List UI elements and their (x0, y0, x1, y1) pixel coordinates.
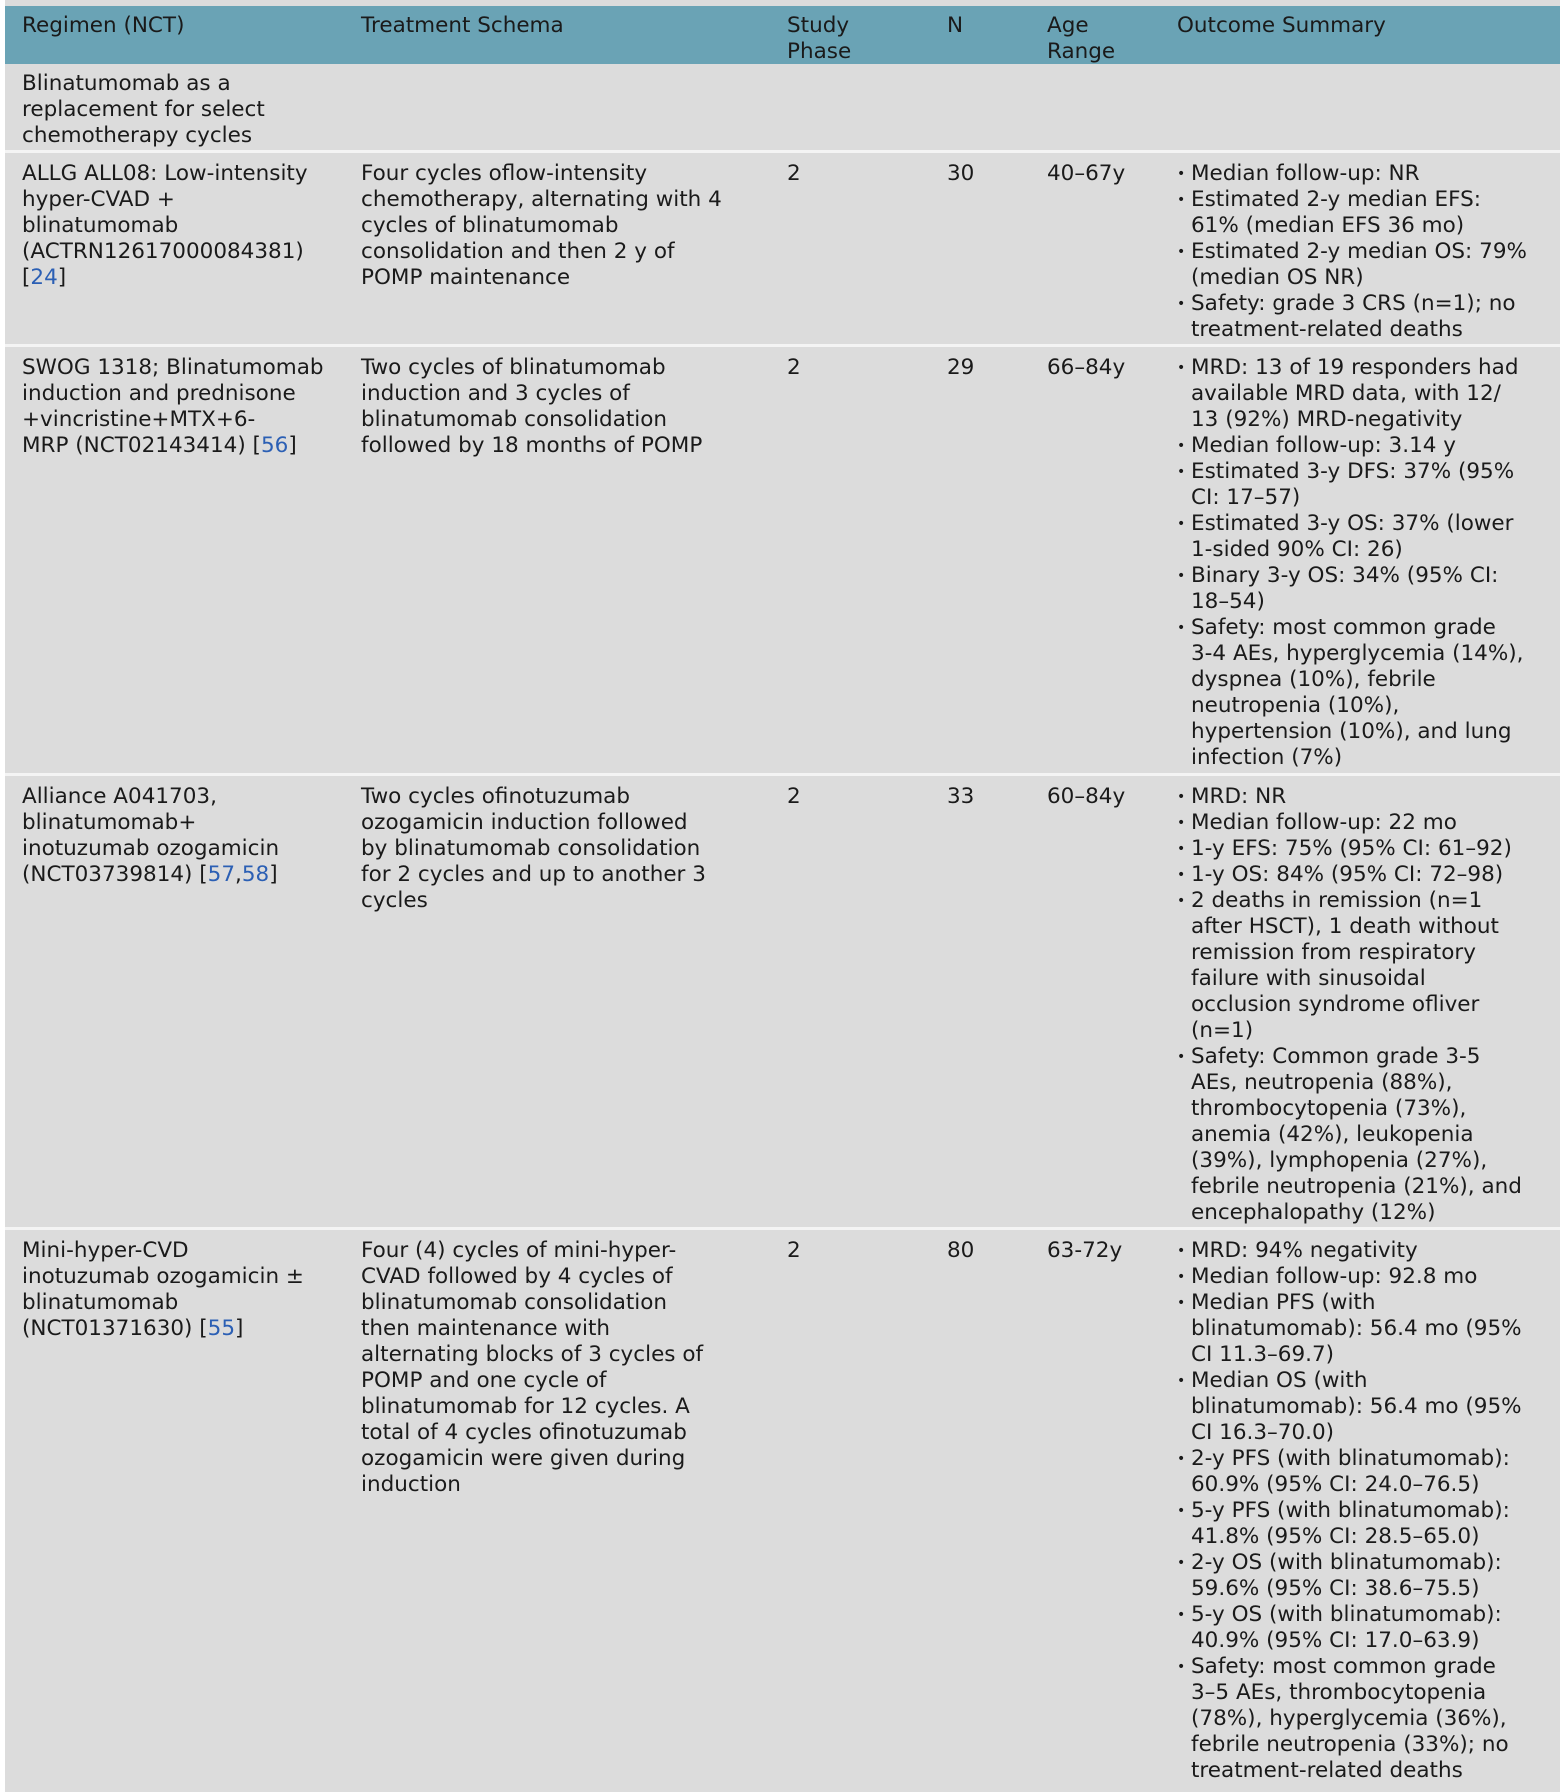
study-phase-cell: 2 (787, 355, 801, 380)
header-regimen: Regimen (NCT) (22, 13, 185, 38)
regimen-table (5, 0, 1560, 1792)
table-row (5, 154, 1560, 347)
study-phase-cell: 2 (787, 784, 801, 809)
table-header-row (5, 6, 1560, 64)
outcome-item: • Binary 3-y OS: 34% (95% CI: 18–54) (1177, 563, 1547, 615)
section-row (5, 66, 1560, 153)
outcome-item: • 5-y PFS (with blinatumomab): 41.8% (95% CI: 28.5–65.0) (1177, 1498, 1547, 1550)
regimen-text-tail: ] (288, 433, 297, 458)
outcome-item: • Median follow-up: NR (1177, 161, 1547, 187)
age-range-cell: 60–84y (1047, 784, 1126, 809)
regimen-cell (22, 355, 342, 459)
regimen-cell: Alliance A041703, blinatumomab+ inotuzumab ozogamicin (NCT03739814) [57,58] (22, 784, 280, 887)
outcome-item: • 2-y OS (with blinatumomab): 59.6% (95% CI: 38.6–75.5) (1177, 1550, 1547, 1602)
outcome-item: • Median PFS (with blinatumomab): 56.4 mo (95% CI 11.3–69.7) (1177, 1290, 1547, 1368)
regimen-text: SWOG 1318; Blinatumomab induction and prednisone +vincristine+MTX+6- MRP (NCT02143414) [ (22, 355, 324, 458)
regimen-text: ALLG ALL08: Low-intensity hyper-CVAD + blinatumomab (ACTRN12617000084381) [ (22, 161, 308, 290)
outcome-item: • 5-y OS (with blinatumomab): 40.9% (95% CI: 17.0–63.9) (1177, 1602, 1547, 1654)
age-range-cell: 40–67y (1047, 161, 1126, 186)
outcome-item: • Estimated 2-y median OS: 79% (median OS NR) (1177, 239, 1547, 291)
treatment-schema-cell: Two cycles ofinotuzumab ozogamicin induction followed by blinatumomab consolidation for 2 cycles and up to another 3 cycles (361, 784, 706, 913)
reference-link[interactable]: 24 (30, 265, 58, 290)
regimen-text-tail: ] (269, 862, 278, 887)
outcome-item: • Estimated 2-y median EFS: 61% (median EFS 36 mo) (1177, 187, 1547, 239)
table-row (5, 777, 1560, 1230)
outcome-item: • 1-y OS: 84% (95% CI: 72–98) (1177, 862, 1547, 888)
outcome-item: • MRD: 94% negativity (1177, 1238, 1547, 1264)
age-range-cell: 63-72y (1047, 1238, 1123, 1263)
outcome-item: • Median follow-up: 3.14 y (1177, 433, 1547, 459)
study-phase-cell: 2 (787, 161, 801, 186)
n-cell: 33 (947, 784, 975, 809)
outcome-item: • 1-y EFS: 75% (95% CI: 61–92) (1177, 836, 1547, 862)
outcome-item: • 2-y PFS (with blinatumomab): 60.9% (95% CI: 24.0–76.5) (1177, 1446, 1547, 1498)
regimen-text: Alliance A041703, blinatumomab+ inotuzumab ozogamicin (NCT03739814) [ (22, 784, 280, 887)
outcome-item: • Safety: Common grade 3-5 AEs, neutropenia (88%), thrombocytopenia (73%), anemia (42%), leukopenia (39%), lymphopenia (27%), febrile neutropenia (21%), and encephalopathy (12%) (1177, 1044, 1547, 1226)
treatment-schema-cell: Four (4) cycles of mini-hyper- CVAD followed by 4 cycles of blinatumomab consolidation then maintenance with alternating blocks of 3 cycles of POMP and one cycle of blinatumomab for 12 cycles. A total of 4 cycles ofinotuzumab ozogamicin were given during induction (361, 1238, 704, 1497)
outcome-summary-cell (1177, 161, 1547, 343)
treatment-schema-cell: Four cycles oflow-intensity chemotherapy, alternating with 4 cycles of blinatumomab consolidation and then 2 y of POMP maintenance (361, 161, 722, 290)
outcome-list (1177, 355, 1547, 771)
treatment-schema-cell: Two cycles of blinatumomab induction and 3 cycles of blinatumomab consolidation followed by 18 months of POMP (361, 355, 703, 458)
table-row (5, 1231, 1560, 1792)
header-age-range: Age Range (1047, 13, 1116, 64)
regimen-cell (22, 161, 342, 291)
outcome-item: • Safety: most common grade 3-4 AEs, hyperglycemia (14%), dyspnea (10%), febrile neutropenia (10%), hypertension (10%), and lung infection (7%) (1177, 615, 1547, 771)
outcome-item: • Median follow-up: 92.8 mo (1177, 1264, 1547, 1290)
regimen-text-tail: ] (57, 265, 67, 290)
outcome-item: • Safety: most common grade 3–5 AEs, thrombocytopenia (78%), hyperglycemia (36%), febrile neutropenia (33%); no treatment-related deaths (1177, 1654, 1547, 1784)
header-n: N (947, 13, 964, 38)
table-row (5, 348, 1560, 776)
outcome-summary-cell (1177, 784, 1547, 1226)
n-cell: 80 (947, 1238, 975, 1263)
section-title: Blinatumomab as a replacement for select chemotherapy cycles (22, 71, 265, 148)
outcome-summary-cell (1177, 355, 1547, 771)
n-cell: 29 (947, 355, 975, 380)
header-outcome-summary: Outcome Summary (1177, 13, 1386, 38)
outcome-item: • MRD: NR (1177, 784, 1547, 810)
n-cell: 30 (947, 161, 975, 186)
outcome-list (1177, 784, 1547, 1226)
outcome-summary-cell (1177, 1238, 1547, 1784)
outcome-list (1177, 161, 1547, 343)
outcome-list (1177, 1238, 1547, 1784)
outcome-item: • 2 deaths in remission (n=1 after HSCT), 1 death without remission from respiratory failure with sinusoidal occlusion syndrome ofliver (n=1) (1177, 888, 1547, 1044)
outcome-item: • Median OS (with blinatumomab): 56.4 mo (95% CI 16.3–70.0) (1177, 1368, 1547, 1446)
study-phase-cell: 2 (787, 1238, 801, 1263)
regimen-text-tail: ] (235, 1316, 244, 1341)
reference-link[interactable]: 58 (241, 862, 270, 887)
header-treatment-schema: Treatment Schema (361, 13, 564, 38)
reference-link[interactable]: 56 (260, 433, 289, 458)
reference-link[interactable]: 57 (207, 862, 236, 887)
age-range-cell: 66–84y (1047, 355, 1126, 380)
outcome-item: • Median follow-up: 22 mo (1177, 810, 1547, 836)
outcome-item: • Estimated 3-y OS: 37% (lower 1-sided 90% CI: 26) (1177, 511, 1547, 563)
outcome-item: • Estimated 3-y DFS: 37% (95% CI: 17–57) (1177, 459, 1547, 511)
regimen-cell (22, 1238, 342, 1342)
header-study-phase: Study Phase (787, 13, 852, 64)
reference-link[interactable]: 55 (207, 1316, 236, 1341)
regimen-text: Mini-hyper-CVD inotuzumab ozogamicin ± blinatumomab (NCT01371630) [ (22, 1238, 304, 1341)
outcome-item: • Safety: grade 3 CRS (n=1); no treatment-related deaths (1177, 291, 1547, 343)
outcome-item: • MRD: 13 of 19 responders had available MRD data, with 12/ 13 (92%) MRD-negativity (1177, 355, 1547, 433)
